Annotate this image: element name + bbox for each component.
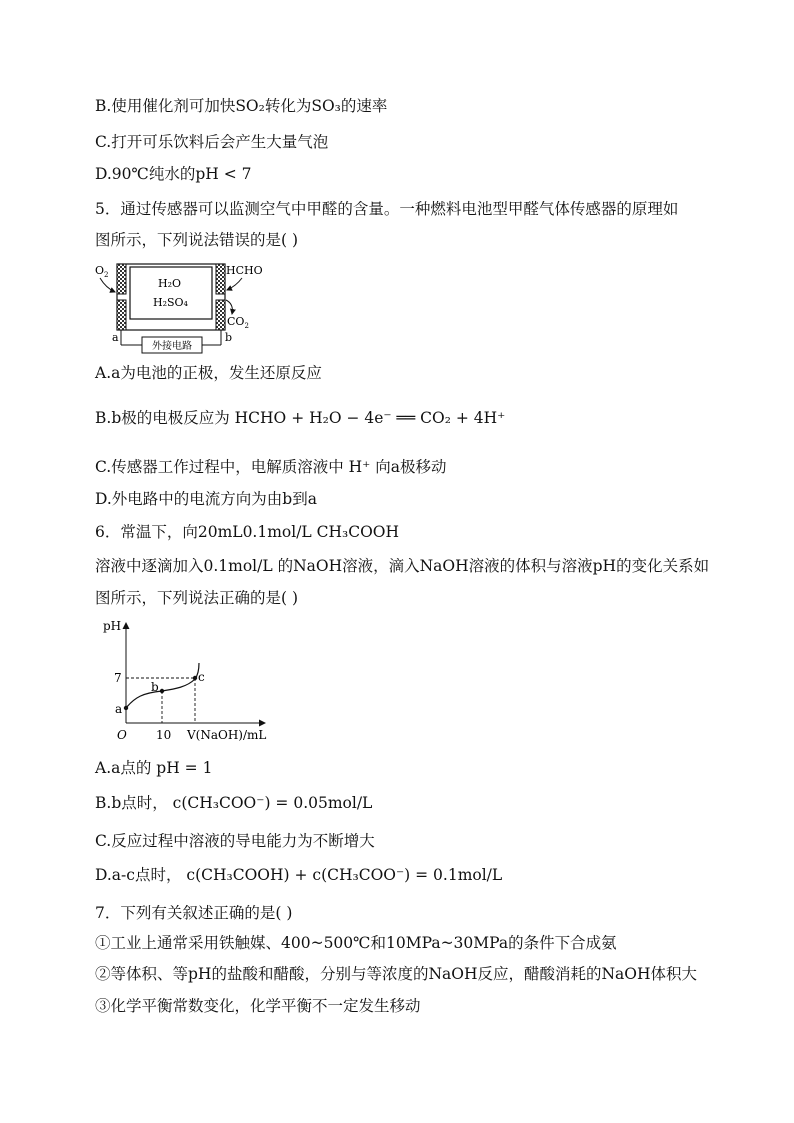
point-c-label: c xyxy=(198,670,205,684)
q7-stem: 7．下列有关叙述正确的是( ) xyxy=(95,904,293,922)
q6-option-a: A.a点的 pH = 1 xyxy=(95,759,213,777)
q7-item-2: ②等体积、等pH的盐酸和醋酸，分别与等浓度的NaOH反应，醋酸消耗的NaOH体积大 xyxy=(95,965,697,983)
q5-option-d: D.外电路中的电流方向为由b到a xyxy=(95,490,317,508)
q6-stem-line3: 图所示，下列说法正确的是( ) xyxy=(95,589,299,607)
electrode-b-label: b xyxy=(225,331,233,344)
titration-curve xyxy=(126,663,199,708)
q7-item-1: ①工业上通常采用铁触媒、400~500℃和10MPa~30MPa的条件下合成氨 xyxy=(95,934,617,952)
o2-arrow xyxy=(100,278,115,292)
point-b xyxy=(160,689,164,693)
q4-option-b: B.使用催化剂可加快SO₂转化为SO₃的速率 xyxy=(95,97,388,115)
hcho-arrow xyxy=(227,278,242,290)
q5-option-c: C.传感器工作过程中，电解质溶液中 H⁺ 向a极移动 xyxy=(95,458,447,476)
external-circuit-label: 外接电路 xyxy=(152,341,192,352)
origin-label: O xyxy=(117,728,127,742)
q6-stem-line1: 6．常温下，向20mL0.1mol/L CH₃COOH xyxy=(95,523,400,541)
q6-option-b: B.b点时， c(CH₃COO⁻) = 0.05mol/L xyxy=(95,794,373,812)
co2-label: $CO_2$ xyxy=(227,315,249,330)
q6-stem-line2: 溶液中逐滴加入0.1mol/L 的NaOH溶液，滴入NaOH溶液的体积与溶液pH的变化关系如 xyxy=(95,557,710,575)
titration-curve-chart xyxy=(95,615,285,750)
q5-stem-line1: 5．通过传感器可以监测空气中甲醛的含量。一种燃料电池型甲醛气体传感器的原理如 xyxy=(95,200,679,218)
fuel-cell-diagram xyxy=(92,258,277,358)
point-b-label: b xyxy=(151,680,159,694)
electrode-left-upper xyxy=(117,264,126,294)
x-axis-label: V(NaOH)/mL xyxy=(187,728,267,742)
h2o-label: H₂O xyxy=(158,277,182,290)
electrode-right-lower xyxy=(216,300,225,330)
point-a xyxy=(124,706,128,710)
hcho-label: HCHO xyxy=(226,264,263,277)
q5-option-b: B.b极的电极反应为 HCHO + H₂O − 4e⁻ ══ CO₂ + 4H⁺ xyxy=(95,409,506,427)
q4-option-c: C.打开可乐饮料后会产生大量气泡 xyxy=(95,133,329,151)
point-c xyxy=(193,676,197,680)
h2so4-label: H₂SO₄ xyxy=(153,296,188,309)
y-axis-label: pH xyxy=(103,619,122,633)
x-tick-10: 10 xyxy=(156,728,172,742)
co2-arrow xyxy=(226,300,232,314)
q4-option-d: D.90℃纯水的pH < 7 xyxy=(95,165,252,183)
q6-option-c: C.反应过程中溶液的导电能力为不断增大 xyxy=(95,832,375,850)
o2-label: $O_2$ xyxy=(95,264,109,279)
q5-stem-line2: 图所示，下列说法错误的是( ) xyxy=(95,231,299,249)
electrolyte-box xyxy=(130,267,212,319)
q6-option-d: D.a-c点时， c(CH₃COOH) + c(CH₃COO⁻) = 0.1mol/L xyxy=(95,866,503,884)
q5-option-a: A.a为电池的正极，发生还原反应 xyxy=(95,364,322,382)
electrode-a-label: a xyxy=(112,331,119,344)
electrode-right-upper xyxy=(216,264,225,294)
point-a-label: a xyxy=(115,702,123,716)
q7-item-3: ③化学平衡常数变化，化学平衡不一定发生移动 xyxy=(95,997,421,1015)
y-tick-7: 7 xyxy=(114,671,122,685)
electrode-left-lower xyxy=(117,300,126,330)
